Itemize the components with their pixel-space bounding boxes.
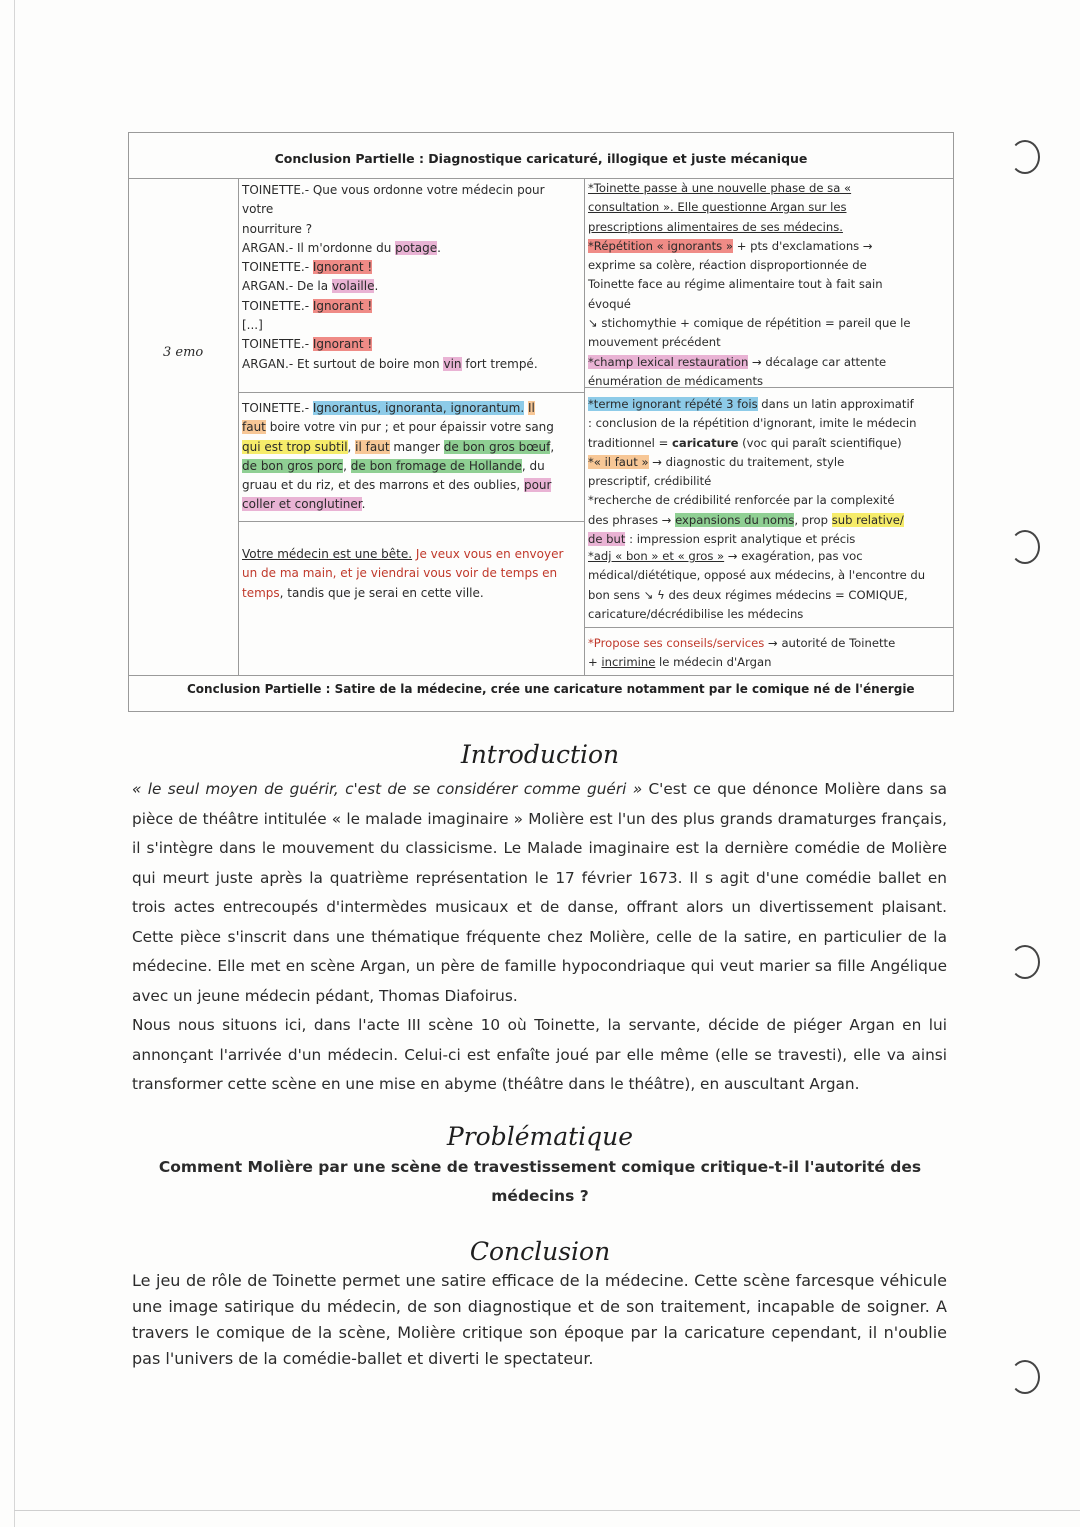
text-line [588, 566, 950, 585]
text-line [588, 333, 950, 352]
text-segment: . [374, 279, 379, 294]
text-line [588, 198, 950, 217]
highlighted-text: Votre médecin est une bête. [242, 547, 413, 561]
highlighted-text: *Toinette passe à une nouvelle phase de sa « [588, 181, 852, 195]
text-excerpt-3 [242, 545, 582, 603]
text-segment: caricature/décrédibilise les médecins [588, 606, 804, 621]
highlighted-text: sub relative/ [831, 512, 904, 527]
highlighted-text: de bon gros bœuf [443, 439, 551, 454]
highlighted-text: de bon fromage de Hollande [350, 458, 522, 473]
text-segment: : conclusion de la répétition d'ignorant, imite le médecin [588, 416, 917, 431]
text-line [588, 434, 950, 453]
highlighted-text: *adj « bon » et « gros » [588, 549, 725, 563]
text-line [242, 355, 582, 374]
text-line [588, 295, 950, 314]
text-line [588, 414, 950, 433]
introduction-title: Introduction [460, 740, 620, 769]
text-line [588, 491, 950, 510]
text-line [242, 457, 582, 476]
text-segment: ↘ stichomythie + comique de répétition = pareil que le [588, 316, 911, 331]
text-segment: TOINETTE.- [242, 260, 313, 275]
text-line [588, 605, 950, 624]
text-segment: boire votre vin pur ; et pour épaissir votre sang [265, 420, 554, 435]
text-line [588, 218, 950, 237]
text-segment: dans un latin approximatif [757, 397, 914, 411]
text-segment: ARGAN.- Il m'ordonne du [242, 240, 396, 255]
text-segment: traditionnel = [588, 435, 672, 450]
text-line [242, 335, 582, 354]
highlighted-text: qui est trop subtil [242, 439, 348, 454]
highlighted-text: de bon gros porc [242, 458, 344, 473]
text-segment: → exagération, pas voc [724, 549, 863, 563]
text-segment: , prop [794, 512, 832, 527]
text-segment: énumération de médicaments [588, 373, 764, 388]
punch-hole [1010, 530, 1040, 564]
highlighted-text: Il [527, 401, 535, 415]
text-line [242, 239, 582, 258]
text-segment: → diagnostic du traitement, style [648, 454, 845, 469]
text-line [242, 277, 582, 296]
text-segment: exprime sa colère, réaction disproportionnée de [588, 258, 867, 273]
text-line [242, 220, 582, 239]
highlighted-text: potage [395, 240, 438, 255]
highlighted-text: il faut [355, 439, 390, 454]
highlighted-text: vin [443, 356, 462, 371]
text-line [588, 256, 950, 275]
text-line [242, 564, 582, 583]
text-segment: votre [242, 202, 274, 217]
punch-hole [1010, 140, 1040, 174]
text-segment: TOINETTE.- [242, 298, 313, 313]
text-segment: gruau et du riz, et des marrons et des oublies, [242, 478, 524, 493]
analysis-3 [588, 547, 950, 624]
text-line [242, 200, 582, 219]
text-segment: , tandis que je serai en cette ville. [279, 585, 484, 600]
text-segment: prescriptif, crédibilité [588, 474, 712, 489]
highlighted-text: Ignorant ! [312, 298, 373, 313]
highlighted-text: coller et conglutiner [242, 497, 362, 512]
text-excerpt-2 [242, 399, 582, 515]
conclusion-title: Conclusion [469, 1237, 611, 1266]
text-segment: des phrases → [588, 512, 676, 527]
page-edge [14, 1510, 1080, 1511]
text-segment: . [361, 497, 366, 512]
text-segment: manger [389, 439, 444, 454]
text-segment: (voc qui paraît scientifique) [738, 435, 902, 450]
highlighted-text: *champ lexical restauration [588, 354, 749, 369]
text-segment: évoqué [588, 296, 631, 311]
text-segment: + pts d'exclamations → [733, 238, 873, 253]
text-line [588, 511, 950, 530]
highlighted-text: faut [242, 420, 266, 435]
text-line [242, 438, 582, 457]
highlighted-text: *« il faut » [588, 454, 649, 469]
introduction-paragraph [132, 775, 947, 1011]
highlighted-text: prescriptions alimentaires de ses médecins. [588, 219, 843, 234]
analysis-table [128, 132, 954, 712]
text-segment: ARGAN.- De la [242, 279, 332, 294]
text-excerpt-1 [242, 181, 582, 374]
text-line [588, 634, 950, 653]
text-segment: *recherche de crédibilité renforcée par la complexité [588, 493, 895, 508]
highlighted-text: *Propose ses conseils/services [588, 636, 765, 650]
text-line [588, 353, 950, 372]
text-segment: : impression esprit analytique et précis [625, 532, 856, 547]
conclusion-text: Le jeu de rôle de Toinette permet une satire efficace de la médecine. Cette scène farcesque véhicule une image satirique du médecin, de son diagnostique et de son traitement, incapable de soigner. A travers le comique de la scène, Molière critique son époque par la caricature cependant, il n'oublie pas l'univers de la comédie-ballet et diverti le spectateur. [132, 1271, 947, 1368]
highlighted-text: un de ma main, et je viendrai vous voir de temps en [242, 566, 558, 581]
text-segment: → autorité de Toinette [764, 636, 896, 650]
text-segment: , [343, 458, 351, 473]
text-segment: bon sens ↘ ϟ des deux régimes médecins = COMIQUE, [588, 587, 908, 602]
text-line [242, 181, 582, 200]
text-line [588, 472, 950, 491]
analysis-1 [588, 179, 950, 391]
highlighted-text: *Répétition « ignorants » [588, 238, 734, 253]
highlighted-text: caricature [672, 435, 739, 450]
text-line [588, 453, 950, 472]
text-segment: le médecin d'Argan [655, 655, 772, 670]
text-line [242, 418, 582, 437]
text-line [588, 237, 950, 256]
problematique-title: Problématique [446, 1122, 634, 1151]
text-line [588, 372, 950, 391]
text-segment: nourriture ? [242, 221, 313, 236]
text-line [588, 586, 950, 605]
text-segment: → décalage car attente [748, 354, 887, 369]
text-segment: . [437, 240, 441, 255]
highlighted-text: de but [588, 532, 626, 547]
text-segment: TOINETTE.- Que vous ordonne votre médecin pour [242, 183, 545, 197]
text-line [588, 395, 950, 414]
highlighted-text: Ignorant ! [312, 337, 373, 352]
highlighted-text: consultation ». Elle questionne Argan sur les [588, 200, 847, 215]
paragraph-text: C'est ce que dénonce Molière dans sa pièce de théâtre intitulée « le malade imaginaire » Molière est l'un des plus grands dramaturges français, il s'intègre dans le mouvement du classicisme. Le Malade imaginaire est la dernière comédie de Molière qui meurt juste après la quatrième représentation le 17 février 1673. Il s agit d'une comédie ballet en trois actes entrecoupés d'intermèdes musicaux et de danse, offrant alors un divertissement plaisant. Cette pièce s'inscrit dans une thématique fréquente chez Molière, celle de la satire, en particulier de la médecine. Elle met en scène Argan, un père de famille hypocondriaque qui veut marier sa fille Angélique avec un jeune médecin pédant, Thomas Diafoirus. [132, 780, 947, 1005]
highlighted-text: volaille [331, 279, 375, 294]
text-line [588, 179, 950, 198]
row-label: 3 emo [163, 345, 204, 360]
punch-hole [1010, 1360, 1040, 1394]
introduction-paragraph: Nous nous situons ici, dans l'acte III scène 10 où Toinette, la servante, décide de piéger Argan en lui annonçant l'arrivée d'un médecin. Celui-ci est enfaîte joué par elle même (elle se travesti), elle va ainsi transformer cette scène en une mise en abyme (théâtre dans le théâtre), en auscultant Argan. [132, 1016, 947, 1093]
text-line [242, 316, 582, 335]
text-segment: ARGAN.- Et surtout de boire mon [242, 356, 444, 371]
text-line [242, 258, 582, 277]
highlighted-text: expansions du noms [675, 512, 795, 527]
text-segment: médical/diététique, opposé aux médecins, à l'encontre du [588, 568, 926, 583]
text-line [588, 314, 950, 333]
text-segment: + [588, 655, 602, 670]
text-segment: , [347, 439, 356, 454]
problematique-text: Comment Molière par une scène de travestissement comique critique-t-il l'autorité des médecins ? [158, 1158, 922, 1205]
text-segment: , [550, 439, 555, 454]
text-line [242, 399, 582, 418]
text-segment: TOINETTE.- [242, 401, 313, 415]
text-segment: fort trempé. [461, 356, 538, 371]
text-segment: [...] [242, 318, 263, 333]
quote: « le seul moyen de guérir, c'est de se considérer comme guéri » [132, 780, 643, 798]
highlighted-text: Ignorant ! [312, 260, 373, 275]
text-line [242, 297, 582, 316]
text-line [242, 584, 582, 603]
introduction-text [132, 775, 947, 1100]
analysis-4 [588, 634, 950, 673]
text-line [242, 495, 582, 514]
highlighted-text: incrimine [601, 655, 656, 670]
text-line [242, 476, 582, 495]
text-segment: Toinette face au régime alimentaire tout à fait sain [588, 277, 883, 292]
highlighted-text: temps [242, 585, 280, 600]
text-line [242, 545, 582, 564]
highlighted-text: Ignorantus, ignoranta, ignorantum. [312, 401, 525, 415]
text-segment: , du [521, 458, 545, 473]
analysis-2 [588, 395, 950, 549]
highlighted-text: pour [523, 478, 552, 493]
table-header: Conclusion Partielle : Diagnostique caricaturé, illogique et juste mécanique [274, 151, 808, 166]
text-segment: mouvement précédent [588, 335, 721, 350]
text-segment: TOINETTE.- [242, 337, 313, 352]
text-line [588, 653, 950, 672]
punch-hole [1010, 945, 1040, 979]
text-line [588, 275, 950, 294]
highlighted-text: Je veux vous en envoyer [412, 547, 564, 561]
highlighted-text: *terme ignorant répété 3 fois [588, 397, 758, 411]
table-footer: Conclusion Partielle : Satire de la médecine, crée une caricature notamment par le comique né de l'énergie [187, 682, 915, 696]
text-line [588, 547, 950, 566]
